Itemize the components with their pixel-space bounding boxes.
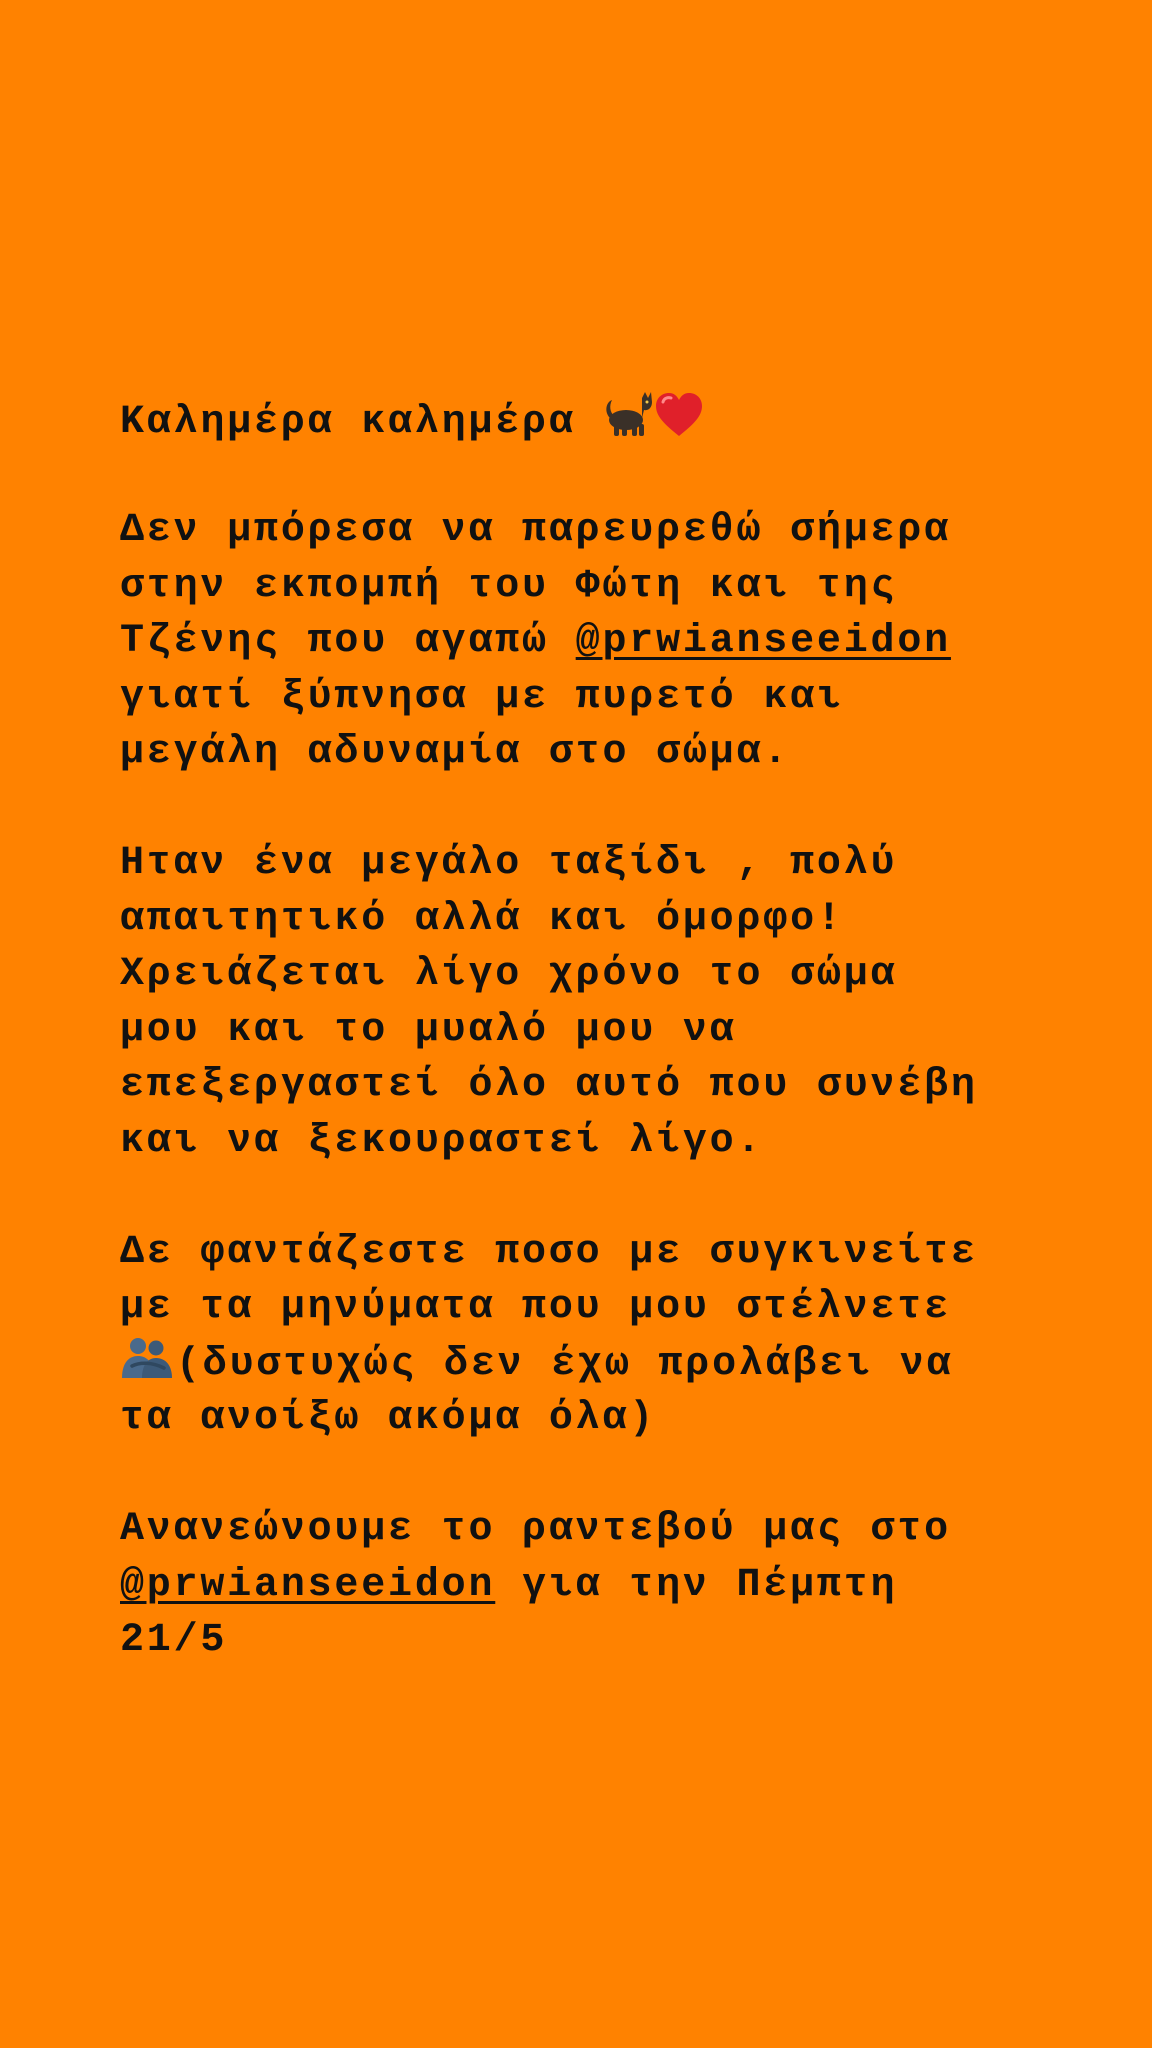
paragraph2-line1: Ηταν ένα μεγάλο ταξίδι , πολύ	[120, 841, 898, 886]
paragraph4-line2-text: για την Πέμπτη	[495, 1562, 898, 1608]
paragraph4-line3: 21/5	[120, 1618, 228, 1663]
mention-link-prwianseeidon-2[interactable]: @prwianseeidon	[120, 1562, 496, 1608]
paragraph3-line3	[120, 1336, 1100, 1392]
paragraph1-line4: γιατί ξύπνησα με πυρετό και	[120, 674, 844, 720]
cat-emoji-icon	[602, 392, 654, 457]
paragraph2-line4: μου και το μυαλό μου να	[120, 1007, 737, 1053]
red-heart-emoji-icon	[654, 392, 704, 457]
paragraph1-line2: στην εκπομπή του Φώτη και της	[120, 563, 898, 609]
paragraph3-line4: τα ανοίξω ακόμα όλα)	[120, 1396, 657, 1441]
greeting-text: Καλημέρα καλημέρα	[120, 400, 603, 445]
paragraph1-line3	[120, 614, 1100, 670]
paragraph3-line2: με τα μηνύματα που μου στέλνετε	[120, 1285, 951, 1330]
paragraph1-line5: μεγάλη αδυναμία στο σώμα.	[120, 730, 791, 775]
greeting-line	[120, 392, 1100, 448]
paragraph1-line3-text: Τζένης που αγαπώ	[120, 619, 576, 664]
paragraph2-line3: Χρειάζεται λίγο χρόνο το σώμα	[120, 952, 898, 997]
hugging-people-emoji-icon	[120, 1336, 176, 1399]
paragraph2-line5: επεξεργαστεί όλο αυτό που συνέβη	[120, 1063, 978, 1108]
paragraph4-line2	[120, 1558, 1100, 1614]
paragraph1-line1: Δεν μπόρεσα να παρευρεθώ σήμερα	[120, 508, 951, 553]
paragraph2-line2: απαιτητικό αλλά και όμορφο!	[120, 896, 844, 942]
paragraph3-line3-text: (δυστυχώς δεν έχω προλάβει να	[176, 1341, 954, 1387]
paragraph3-line1: Δε φαντάζεστε ποσο με συγκινείτε	[120, 1229, 978, 1275]
mention-link-prwianseeidon[interactable]: @prwianseeidon	[575, 619, 951, 664]
paragraph4-line1: Ανανεώνουμε το ραντεβού μας στο	[120, 1507, 951, 1552]
paragraph2-line6: και να ξεκουραστεί λίγο.	[120, 1118, 764, 1164]
story-text-block	[120, 392, 1100, 1669]
